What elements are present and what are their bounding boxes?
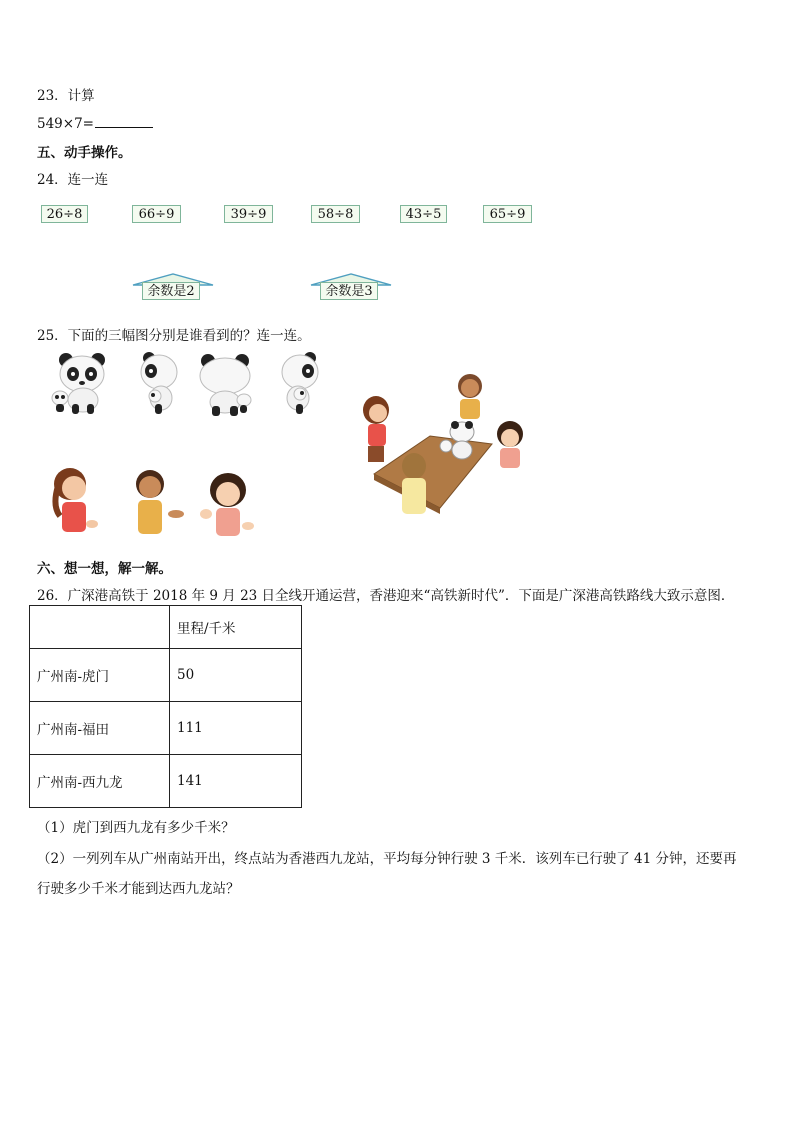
mileage-table	[29, 605, 302, 808]
expression-card[interactable]: 66÷9	[132, 205, 181, 223]
table-row	[30, 649, 302, 702]
expression-card[interactable]: 65÷9	[483, 205, 532, 223]
remainder-label: 余数是3	[320, 282, 378, 300]
q23-title: 23．计算	[37, 88, 95, 104]
q23-expression	[37, 115, 153, 132]
table-header-cell	[30, 606, 170, 649]
panda-other-side-view-image[interactable]	[280, 352, 322, 416]
q26-sub2-line2: 行驶多少千米才能到达西九龙站？	[37, 881, 240, 897]
remainder-label: 余数是2	[142, 282, 200, 300]
expression-card[interactable]: 43÷5	[400, 205, 447, 223]
q24-title: 24．连一连	[37, 172, 109, 188]
q25-title: 25．下面的三幅图分别是谁看到的？连一连。	[37, 328, 311, 344]
table-row	[30, 755, 302, 808]
q23-expr-text: 549×7=	[37, 116, 94, 132]
q26-sub2-line1: （2）一列列车从广州南站开出，终点站为香港西九龙站，平均每分钟行驶 3 千米．该列车已行驶了 41 分钟，还要再	[37, 851, 737, 867]
panda-front-view-image[interactable]	[50, 352, 112, 416]
expression-card[interactable]: 39÷9	[224, 205, 273, 223]
expression-card[interactable]: 58÷8	[311, 205, 360, 223]
q26-sub1: （1）虎门到西九龙有多少千米？	[37, 820, 235, 836]
table-cell: 广州南-西九龙	[30, 755, 170, 808]
table-cell: 111	[170, 702, 302, 755]
girl-ponytail-image[interactable]	[48, 466, 102, 540]
panda-side-view-image[interactable]	[137, 352, 181, 416]
answer-blank[interactable]	[95, 115, 153, 128]
girl-short-hair-image[interactable]	[198, 470, 256, 540]
table-cell: 141	[170, 755, 302, 808]
table-cell: 广州南-虎门	[30, 649, 170, 702]
boy-image[interactable]	[128, 466, 186, 540]
remainder-house-3[interactable]	[310, 273, 392, 303]
panda-back-view-image[interactable]	[198, 352, 254, 418]
table-header-cell: 里程/千米	[170, 606, 302, 649]
children-around-table-scene	[352, 366, 534, 518]
section-5-heading: 五、动手操作。	[37, 145, 132, 161]
table-cell: 广州南-福田	[30, 702, 170, 755]
table-row	[30, 702, 302, 755]
table-header-row	[30, 606, 302, 649]
table-cell: 50	[170, 649, 302, 702]
remainder-house-2[interactable]	[132, 273, 214, 303]
expression-card[interactable]: 26÷8	[41, 205, 88, 223]
q26-intro: 26．广深港高铁于 2018 年 9 月 23 日全线开通运营，香港迎来“高铁新时代”．下面是广深港高铁路线大致示意图．	[37, 588, 735, 604]
section-6-heading: 六、想一想，解一解。	[37, 561, 172, 577]
